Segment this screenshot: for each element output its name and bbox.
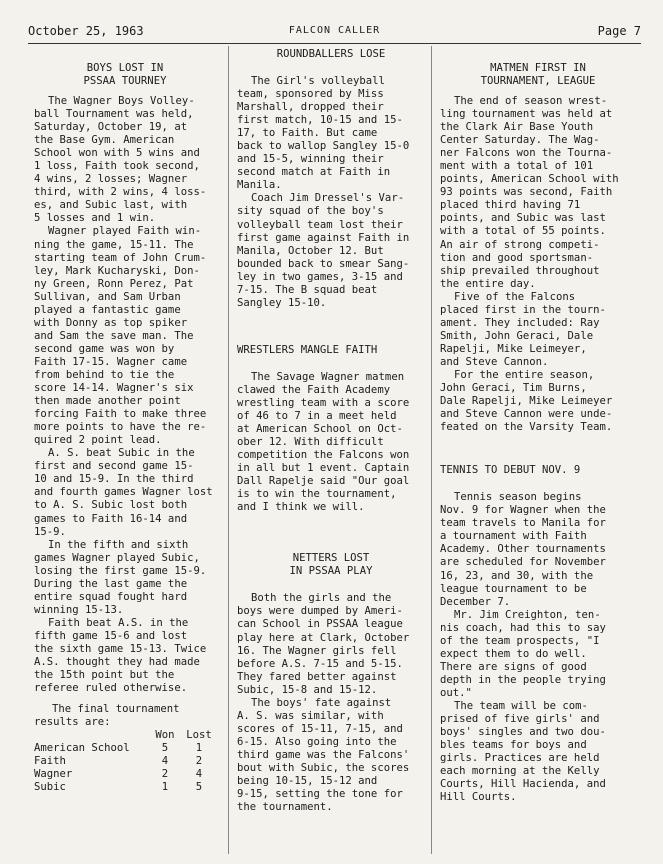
- article-line: A. S. beat Subic in the: [48, 447, 195, 460]
- article-line: and 15-5, winning their: [237, 153, 384, 166]
- article-line: wrestling team with a score: [237, 396, 410, 409]
- article-line: with Donny as top spiker: [34, 316, 188, 329]
- article-line: December 7.: [440, 595, 511, 608]
- article-line: first game against Faith in: [237, 231, 410, 244]
- article-line: the sixth game 15-13. Twice: [34, 642, 207, 655]
- article-line: played a fantastic game: [34, 303, 181, 316]
- article-line: referee ruled otherwise.: [34, 682, 188, 695]
- article-line: Faith beat A.S. in the: [48, 616, 189, 629]
- article-line: An air of strong competi-: [440, 238, 600, 251]
- article-line: Academy. Other tournaments: [440, 543, 606, 556]
- article-line: forcing Faith to make three: [34, 408, 207, 421]
- article-line: prised of five girls' and: [440, 713, 600, 726]
- results-row: [34, 781, 216, 794]
- article-line: sity squad of the boy's: [237, 205, 384, 218]
- article-line: feated on the Varsity Team.: [440, 421, 613, 434]
- issue-date: October 25, 1963: [28, 24, 144, 38]
- article-line: In the fifth and sixth: [48, 538, 189, 551]
- article-line: The Wagner Boys Volley-: [48, 95, 195, 107]
- headline-line: PSSAA TOURNEY: [83, 75, 167, 87]
- article-line: out.": [440, 686, 472, 699]
- article-line: before A.S. 7-15 and 5-15.: [237, 657, 403, 670]
- page-number: Page 7: [597, 24, 641, 38]
- article-line: team, sponsored by Miss: [237, 88, 384, 101]
- article-line: ship prevailed throughout: [440, 264, 600, 277]
- results-lost: 1: [195, 742, 203, 755]
- article-line: 16. The Wagner girls fell: [237, 644, 397, 657]
- article-line: is to win the tournament,: [237, 488, 397, 501]
- article-line: score 14-14. Wagner's six: [34, 382, 194, 395]
- column-3: [440, 48, 636, 804]
- article-line: starting team of John Crum-: [34, 251, 207, 264]
- article-line: competition the Falcons won: [237, 449, 410, 462]
- article-line: Both the girls and the: [251, 592, 392, 605]
- article-line: ley in two games, 3-15 and: [237, 270, 403, 283]
- article-line: more points to have the re-: [34, 421, 207, 434]
- article-line: games to Faith 16-14 and: [34, 512, 188, 525]
- results-table: [34, 729, 216, 794]
- article-line: 1 loss, Faith took second,: [34, 160, 200, 173]
- headline-line: MATMEN FIRST IN: [490, 62, 586, 74]
- article-line: ober 12. With difficult: [237, 436, 384, 449]
- article-line: 4 wins, 2 losses; Wagner: [34, 173, 188, 186]
- article-line: of the team prospects, "I: [440, 634, 600, 647]
- article-line: at American School on Oct-: [237, 423, 403, 436]
- article-line: from behind to tie the: [34, 368, 175, 381]
- article-matmen: [440, 95, 636, 434]
- article-line: boys were dumped by Ameri-: [237, 605, 403, 618]
- article-line: the entire day.: [440, 277, 536, 290]
- article-line: tion and good sportsman-: [440, 251, 594, 264]
- article-line: points, and Subic was last: [440, 212, 606, 225]
- article-line: ny Green, Ronn Perez, Pat: [34, 277, 194, 290]
- won-header: Won: [155, 729, 175, 742]
- article-line: fifth game 15-6 and lost: [34, 629, 188, 642]
- results-lost: 4: [195, 768, 203, 781]
- column-divider-2: [431, 46, 432, 854]
- article-line: third, with 2 wins, 4 loss-: [34, 186, 207, 199]
- results-row: [34, 768, 216, 781]
- article-line: can School in PSSAA league: [237, 618, 403, 631]
- article-line: Faith 17-15. Wagner came: [34, 355, 188, 368]
- article-line: Mr. Jim Creighton, ten-: [454, 608, 601, 621]
- column-1: [34, 48, 216, 794]
- article-line: third game was the Falcons': [237, 748, 410, 761]
- article-line: bounded back to smear Sang-: [237, 257, 410, 270]
- article-line: 15-9.: [34, 525, 66, 538]
- article-line: to A. S. Subic lost both: [34, 499, 188, 512]
- article-line: then made another point: [34, 395, 181, 408]
- article-line: Marshall, dropped their: [237, 101, 384, 114]
- article-netters: [237, 592, 425, 814]
- article-line: league tournament to be: [440, 582, 587, 595]
- article-line: Wagner played Faith win-: [48, 225, 202, 238]
- article-line: The Savage Wagner matmen: [251, 370, 405, 383]
- article-line: ley, Mark Kucharyski, Don-: [34, 264, 200, 277]
- article-line: Coach Jim Dressel's Var-: [251, 192, 405, 205]
- article-line: ament. They included: Ray: [440, 316, 600, 329]
- results-row: [34, 742, 216, 755]
- article-line: 93 points was second, Faith: [440, 186, 613, 199]
- results-won: 4: [161, 755, 169, 768]
- article-line: play here at Clark, October: [237, 631, 410, 644]
- results-team: American School: [34, 742, 130, 755]
- article-line: School won with 5 wins and: [34, 147, 200, 160]
- article-line: During the last game the: [34, 577, 188, 590]
- article-line: The boys' fate against: [251, 696, 392, 709]
- results-intro-line: The final tournament: [52, 703, 180, 716]
- article-line: 6-15. Also going into the: [237, 735, 397, 748]
- article-line: Tennis season begins: [454, 491, 582, 504]
- results-won: 5: [161, 742, 169, 755]
- article-line: Center Saturday. The Wag-: [440, 134, 600, 147]
- results-intro-line: results are:: [34, 716, 111, 729]
- results-team: Faith: [34, 755, 66, 768]
- results-lost: 2: [195, 755, 203, 768]
- article-line: Saturday, October 19, at: [34, 121, 188, 134]
- paper-name: FALCON CALLER: [288, 25, 381, 36]
- article-line: bles teams for boys and: [440, 739, 587, 752]
- article-line: expect them to do well.: [440, 647, 587, 660]
- article-line: ment with a total of 101: [440, 160, 594, 173]
- article-wrestlers: [237, 371, 425, 515]
- article-line: 7-15. The B squad beat: [237, 283, 378, 296]
- column-divider-1: [228, 46, 229, 854]
- article-line: second game was won by: [34, 342, 175, 355]
- headline-roundballers: ROUNDBALLERS LOSE: [276, 48, 386, 60]
- article-line: and Steve Cannon were unde-: [440, 408, 613, 421]
- article-line: the 15th point but the: [34, 669, 175, 682]
- article-boys-lost: [34, 95, 216, 695]
- article-line: ball Tournament was held,: [34, 108, 194, 121]
- article-line: Courts, Hill Hacienda, and: [440, 778, 606, 791]
- article-line: back to wallop Sangley 15-0: [237, 140, 410, 153]
- article-line: team travels to Manila for: [440, 517, 606, 530]
- article-line: losing the first game 15-9.: [34, 564, 207, 577]
- article-line: ner Falcons won the Tourna-: [440, 147, 613, 160]
- article-line: John Geraci, Tim Burns,: [440, 382, 587, 395]
- headline-boys-lost: [34, 62, 216, 88]
- article-line: being 10-15, 15-12 and: [237, 775, 378, 788]
- article-line: Dale Rapelji, Mike Leimeyer: [440, 395, 613, 408]
- page-header: [28, 24, 641, 42]
- article-line: clawed the Faith Academy: [237, 383, 391, 396]
- article-line: 16, 23, and 30, with the: [440, 569, 594, 582]
- article-line: Hill Courts.: [440, 791, 517, 804]
- article-line: boys' singles and two dou-: [440, 726, 606, 739]
- article-line: Manila.: [237, 179, 282, 192]
- article-line: The end of season wrest-: [454, 95, 608, 107]
- article-line: points, American School with: [440, 173, 619, 186]
- headline-line: IN PSSAA PLAY: [289, 565, 373, 578]
- article-line: nis coach, had this to say: [440, 621, 606, 634]
- article-line: A. S. was similar, with: [237, 709, 384, 722]
- article-line: a tournament with Faith: [440, 530, 587, 543]
- article-line: with a total of 55 points.: [440, 225, 606, 238]
- column-2: [237, 48, 425, 814]
- lost-header: Lost: [186, 729, 212, 742]
- article-line: placed third having 71: [440, 199, 581, 212]
- article-line: games Wagner played Subic,: [34, 551, 200, 564]
- article-tennis: [440, 491, 636, 804]
- article-line: bout with Subic, the scores: [237, 761, 410, 774]
- article-line: volleyball team lost their: [237, 218, 403, 231]
- article-line: depth in the people trying: [440, 673, 606, 686]
- article-line: and Sam the save man. The: [34, 329, 194, 342]
- article-line: Smith, John Geraci, Dale: [440, 329, 594, 342]
- results-lost: 5: [195, 781, 203, 794]
- article-line: first match, 10-15 and 15-: [237, 114, 403, 127]
- article-line: 5 losses and 1 win.: [34, 212, 156, 225]
- article-line: the Clark Air Base Youth: [440, 121, 594, 134]
- article-line: Subic, 15-8 and 15-12.: [237, 683, 378, 696]
- article-line: the tournament.: [237, 801, 333, 814]
- article-line: each morning at the Kelly: [440, 765, 600, 778]
- article-line: entire squad fought hard: [34, 590, 188, 603]
- headline-line: BOYS LOST IN: [86, 62, 164, 74]
- article-line: the Base Gym. American: [34, 134, 175, 147]
- article-line: Five of the Falcons: [454, 290, 576, 303]
- article-line: and fourth games Wagner lost: [34, 486, 213, 499]
- article-roundballers: [237, 75, 425, 310]
- results-team: Subic: [34, 781, 66, 794]
- results-won: 2: [161, 768, 169, 781]
- results-header-row: [34, 729, 216, 742]
- article-line: They fared better against: [237, 670, 397, 683]
- header-rule: [28, 43, 641, 44]
- article-line: in all but 1 event. Captain: [237, 462, 410, 475]
- article-line: 17, to Faith. But came: [237, 127, 378, 140]
- article-line: second match at Faith in: [237, 166, 391, 179]
- results-won: 1: [161, 781, 169, 794]
- article-line: Sullivan, and Sam Urban: [34, 290, 181, 303]
- article-line: For the entire season,: [454, 368, 595, 381]
- article-line: of 46 to 7 in a meet held: [237, 409, 397, 422]
- article-line: girls. Practices are held: [440, 752, 600, 765]
- article-line: es, and Subic last, with: [34, 199, 188, 212]
- article-line: Sangley 15-10.: [237, 296, 327, 309]
- article-line: first and second game 15-: [34, 460, 194, 473]
- article-line: 10 and 15-9. In the third: [34, 473, 194, 486]
- article-line: Dall Rapelje said "Our goal: [237, 475, 410, 488]
- article-line: There are signs of good: [440, 660, 587, 673]
- article-line: and Steve Cannon.: [440, 355, 549, 368]
- article-line: and I think we will.: [237, 501, 365, 514]
- headline-matmen: [440, 62, 636, 88]
- headline-netters: [237, 552, 425, 578]
- article-line: A.S. thought they had made: [34, 656, 200, 669]
- article-line: ling tournament was held at: [440, 108, 613, 121]
- results-team: Wagner: [34, 768, 73, 781]
- article-line: Rapelji, Mike Leimeyer,: [440, 342, 587, 355]
- article-line: scores of 15-11, 7-15, and: [237, 722, 403, 735]
- headline-wrestlers: WRESTLERS MANGLE FAITH: [237, 343, 378, 356]
- results-row: [34, 755, 216, 768]
- article-line: 9-15, setting the tone for: [237, 788, 403, 801]
- article-line: ning the game, 15-11. The: [34, 238, 194, 251]
- article-line: winning 15-13.: [34, 603, 124, 616]
- article-line: The Girl's volleyball: [251, 75, 385, 87]
- headline-line: TOURNAMENT, LEAGUE: [480, 75, 596, 87]
- article-line: The team will be com-: [454, 699, 588, 712]
- article-line: placed first in the tourn-: [440, 303, 606, 316]
- article-line: Nov. 9 for Wagner when the: [440, 504, 606, 517]
- headline-tennis: TENNIS TO DEBUT NOV. 9: [440, 464, 581, 477]
- results-intro: [34, 703, 216, 729]
- article-line: are scheduled for November: [440, 556, 606, 569]
- article-line: quired 2 point lead.: [34, 434, 162, 447]
- headline-line: NETTERS LOST: [292, 552, 370, 565]
- article-line: Manila, October 12. But: [237, 244, 384, 257]
